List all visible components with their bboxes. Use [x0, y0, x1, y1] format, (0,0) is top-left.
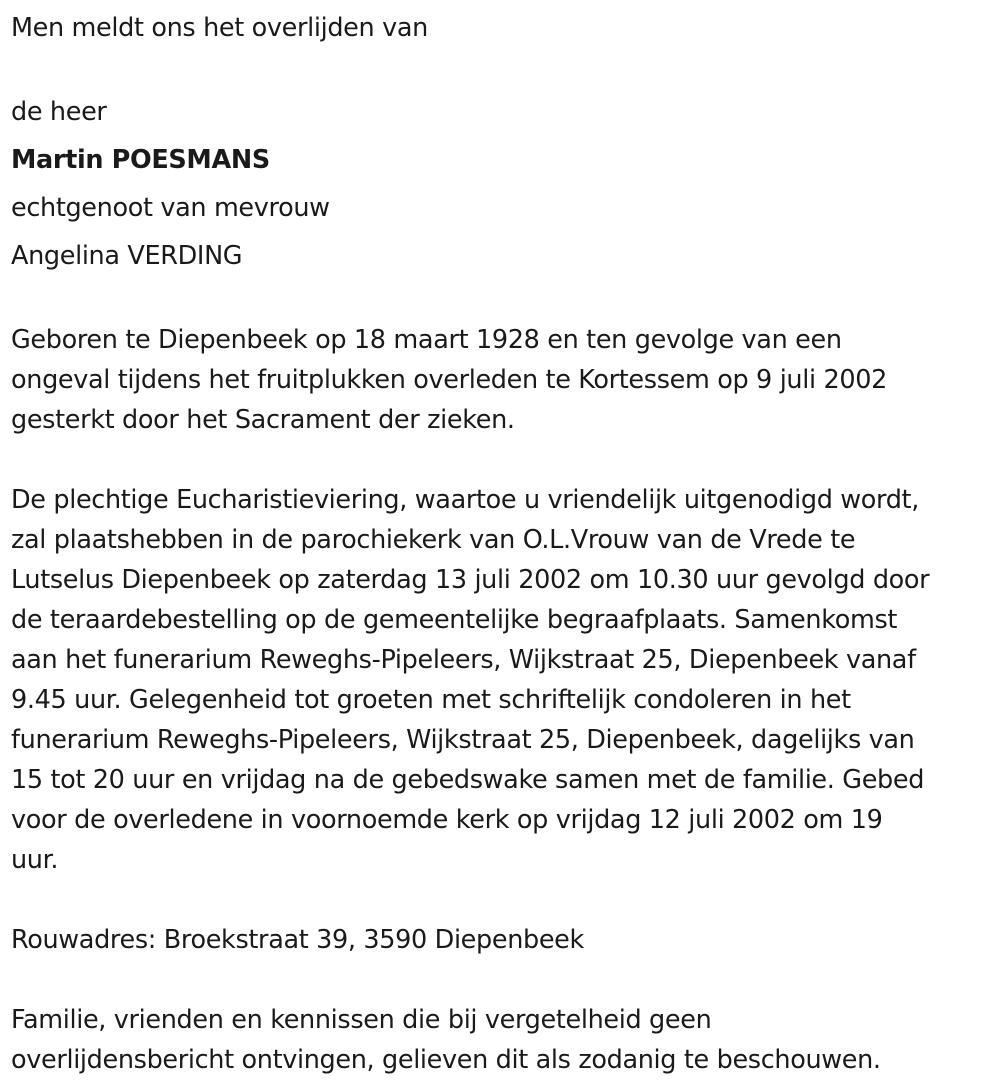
mourning-address: Rouwadres: Broekstraat 39, 3590 Diepenbeek	[11, 925, 584, 955]
birth-line: Geboren te Diepenbeek op 18 maart 1928 en ten gevolge van een	[11, 325, 842, 355]
ceremony-line: zal plaatshebben in de parochiekerk van O.L.Vrouw van de Vrede te	[11, 525, 856, 555]
ceremony-line: Lutselus Diepenbeek op zaterdag 13 juli 2002 om 10.30 uur gevolgd door	[11, 565, 930, 595]
spacer	[11, 960, 996, 1000]
closing-paragraph	[11, 1000, 996, 1080]
birth-line: gesterkt door het Sacrament der zieken.	[11, 405, 515, 435]
birth-paragraph	[11, 320, 996, 440]
title-prefix: de heer	[11, 97, 107, 127]
ceremony-line: funerarium Reweghs-Pipeleers, Wijkstraat 25, Diepenbeek, dagelijks van	[11, 725, 915, 755]
obituary-notice	[11, 8, 996, 1080]
ceremony-line: aan het funerarium Reweghs-Pipeleers, Wijkstraat 25, Diepenbeek vanaf	[11, 645, 916, 675]
ceremony-line: voor de overledene in voornoemde kerk op vrijdag 12 juli 2002 om 19	[11, 805, 883, 835]
spacer	[11, 880, 996, 920]
spouse-name: Angelina VERDING	[11, 241, 243, 271]
deceased-name: Martin POESMANS	[11, 145, 270, 175]
spouse-label: echtgenoot van mevrouw	[11, 193, 330, 223]
ceremony-line: uur.	[11, 845, 59, 875]
spacer	[11, 440, 996, 480]
ceremony-paragraph	[11, 480, 996, 880]
ceremony-line: 9.45 uur. Gelegenheid tot groeten met schriftelijk condoleren in het	[11, 685, 851, 715]
spacer	[11, 48, 996, 88]
ceremony-line: De plechtige Eucharistieviering, waartoe u vriendelijk uitgenodigd wordt,	[11, 485, 919, 515]
closing-line: Familie, vrienden en kennissen die bij vergetelheid geen	[11, 1005, 712, 1035]
birth-line: ongeval tijdens het fruitplukken overleden te Kortessem op 9 juli 2002	[11, 365, 887, 395]
closing-line: overlijdensbericht ontvingen, gelieven dit als zodanig te beschouwen.	[11, 1045, 881, 1075]
ceremony-line: de teraardebestelling op de gemeentelijke begraafplaats. Samenkomst	[11, 605, 898, 635]
deceased-block	[11, 88, 996, 280]
spacer	[11, 280, 996, 320]
intro-text: Men meldt ons het overlijden van	[11, 13, 428, 43]
ceremony-line: 15 tot 20 uur en vrijdag na de gebedswake samen met de familie. Gebed	[11, 765, 925, 795]
